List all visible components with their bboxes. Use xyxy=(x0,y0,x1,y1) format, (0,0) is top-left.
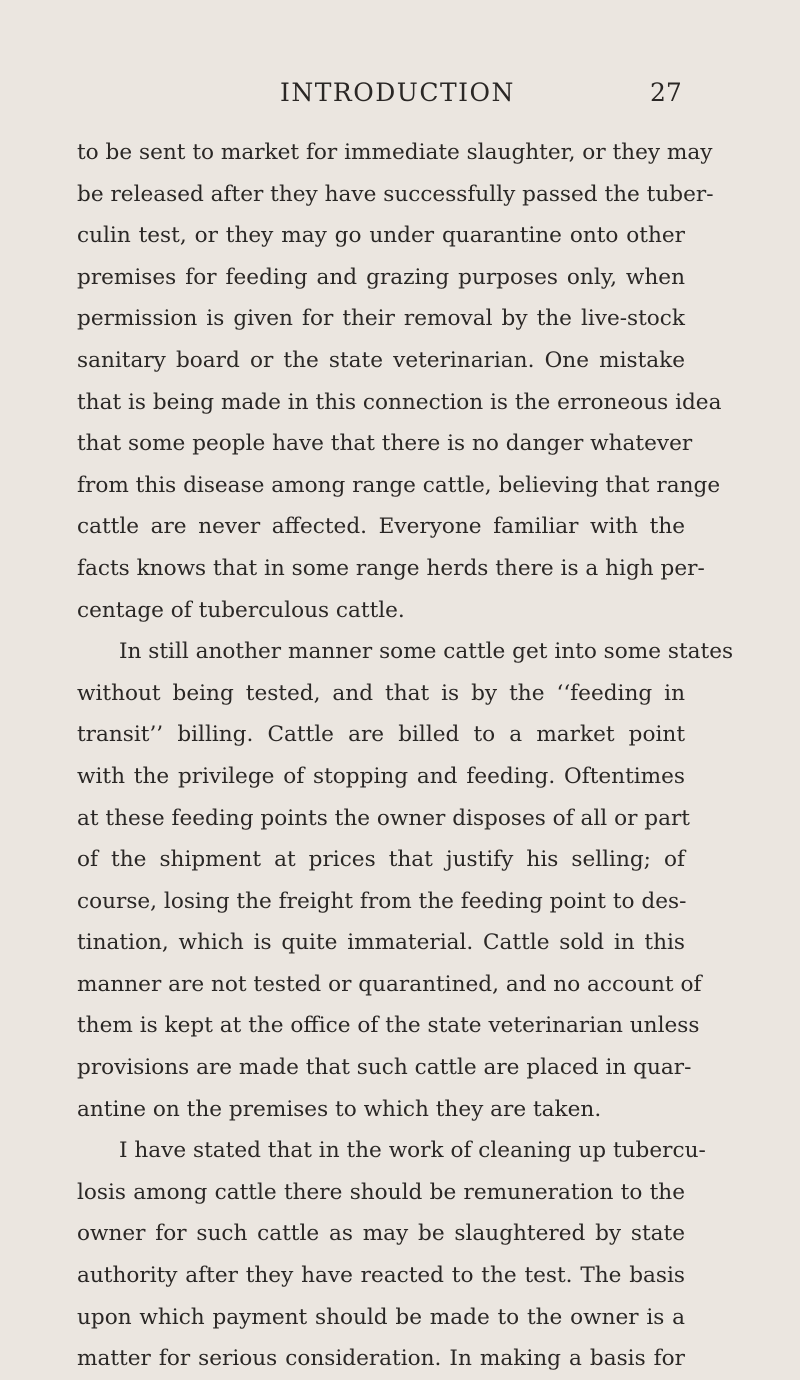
text-line: In still another manner some cattle get into some states xyxy=(119,639,734,665)
text-line: be released after they have successfully passed the tuber- xyxy=(77,181,714,207)
text-line: owner for such cattle as may be slaughtered by state xyxy=(77,1221,685,1247)
text-line: culin test, or they may go under quarantine onto other xyxy=(77,223,685,249)
text-line: them is kept at the office of the state veterinarian unless xyxy=(77,1013,700,1039)
text-line: facts knows that in some range herds there is a high per- xyxy=(77,555,705,581)
text-line: premises for feeding and grazing purposes only, when xyxy=(77,264,685,290)
text-line: at these feeding points the owner disposes of all or part xyxy=(77,805,690,831)
text-line: course, losing the freight from the feeding point to des- xyxy=(77,888,687,914)
page-header xyxy=(0,78,800,118)
text-line: sanitary board or the state veterinarian. One mistake xyxy=(77,347,685,373)
text-line: from this disease among range cattle, believing that range xyxy=(77,472,721,498)
text-line: centage of tuberculous cattle. xyxy=(77,597,405,623)
text-line: losis among cattle there should be remuneration to the xyxy=(77,1179,685,1205)
text-line: provisions are made that such cattle are placed in quar- xyxy=(77,1055,692,1081)
paragraph-1 xyxy=(77,132,722,631)
text-line: with the privilege of stopping and feeding. Oftentimes xyxy=(77,763,685,789)
text-line: cattle are never affected. Everyone familiar with the xyxy=(77,514,685,540)
text-line: manner are not tested or quarantined, and no account of xyxy=(77,971,702,997)
text-line: to be sent to market for immediate slaughter, or they may xyxy=(77,140,713,165)
text-line: authority after they have reacted to the test. The basis xyxy=(77,1263,685,1289)
text-line: transit’’ billing. Cattle are billed to a market point xyxy=(77,722,685,748)
text-line: that some people have that there is no danger whatever xyxy=(77,431,693,457)
text-line: upon which payment should be made to the owner is a xyxy=(77,1304,685,1330)
text-line: tination, which is quite immaterial. Cattle sold in this xyxy=(77,930,685,956)
paragraph-3 xyxy=(77,1130,706,1380)
text-line: without being tested, and that is by the ‘‘feeding in xyxy=(77,680,685,706)
text-line: I have stated that in the work of cleaning up tubercu- xyxy=(119,1138,706,1164)
text-line: of the shipment at prices that justify his selling; of xyxy=(77,847,685,873)
page-number: 27 xyxy=(650,78,682,107)
text-line: matter for serious consideration. In making a basis for xyxy=(77,1346,685,1372)
paragraph-2 xyxy=(77,631,734,1130)
text-line: permission is given for their removal by the live-stock xyxy=(77,306,685,332)
running-head: INTRODUCTION xyxy=(280,78,515,107)
text-line: antine on the premises to which they are taken. xyxy=(77,1096,602,1122)
text-line: that is being made in this connection is the erroneous idea xyxy=(77,389,722,415)
body-text xyxy=(77,132,734,1380)
